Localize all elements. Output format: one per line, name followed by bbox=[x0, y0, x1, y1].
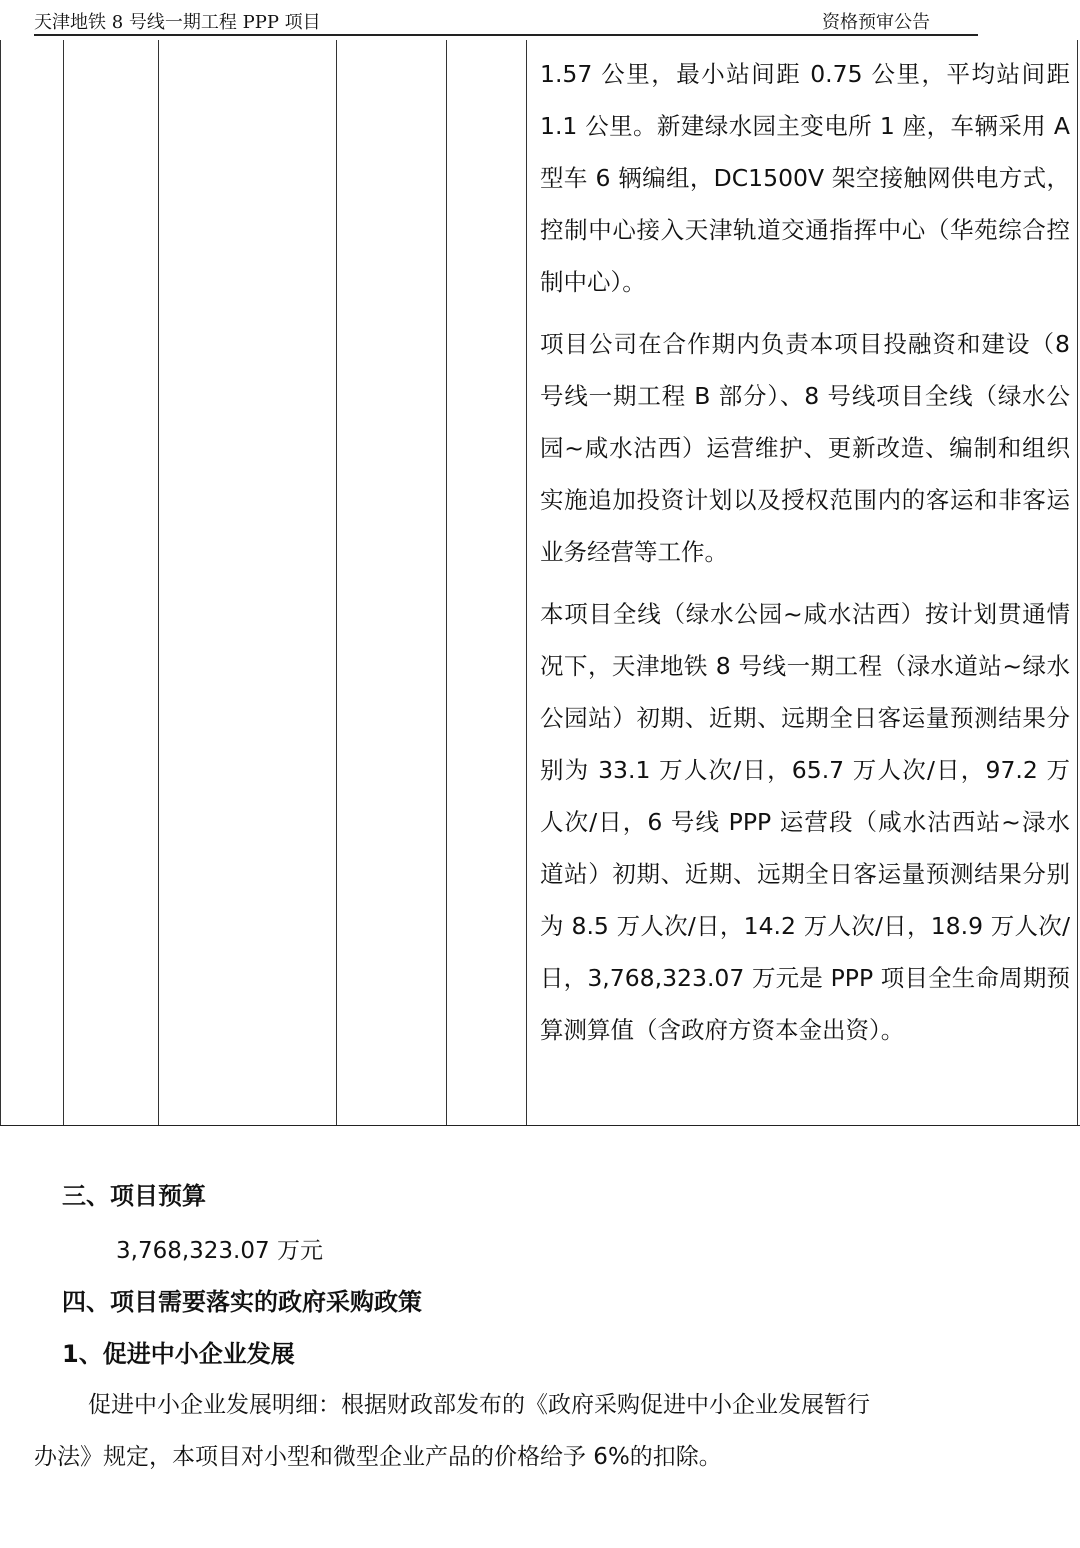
table-column-border bbox=[336, 40, 337, 1125]
header-project-title: 天津地铁 8 号线一期工程 PPP 项目 bbox=[34, 12, 321, 33]
project-description-cell bbox=[540, 48, 1070, 1056]
table-column-border bbox=[63, 40, 64, 1125]
table-column-border bbox=[158, 40, 159, 1125]
sme-detail-line1: 促进中小企业发展明细：根据财政部发布的《政府采购促进中小企业发展暂行 bbox=[88, 1392, 870, 1418]
page-header bbox=[34, 6, 978, 36]
budget-value: 3,768,323.07 万元 bbox=[116, 1238, 323, 1264]
sme-heading: 1、促进中小企业发展 bbox=[62, 1340, 295, 1368]
policy-heading: 四、项目需要落实的政府采购政策 bbox=[62, 1288, 422, 1316]
description-paragraph: 1.57 公里，最小站间距 0.75 公里，平均站间距 1.1 公里。新建绿水园主变电所 1 座，车辆采用 A 型车 6 辆编组，DC1500V 架空接触网供电方式，控制中心接入天津轨道交通指挥中心（华苑综合控制中心）。 bbox=[540, 60, 1070, 296]
header-document-type: 资格预审公告 bbox=[822, 12, 930, 33]
table-column-border bbox=[526, 40, 527, 1125]
description-paragraph: 本项目全线（绿水公园~咸水沽西）按计划贯通情况下，天津地铁 8 号线一期工程（渌水道站~绿水公园站）初期、近期、远期全日客运量预测结果分别为 33.1 万人次/日，65.7 万人次/日，97.2 万人次/日，6 号线 PPP 运营段（咸水沽西站~渌水道站）初期、近期、远期全日客运量预测结果分别为 8.5 万人次/日，14.2 万人次/日，18.9 万人次/日，3,768,323.07 万元是 PPP 项目全生命周期预算测算值（含政府方资本金出资）。 bbox=[540, 600, 1070, 1044]
budget-heading: 三、项目预算 bbox=[62, 1182, 206, 1210]
project-info-table bbox=[0, 40, 1080, 1126]
sme-detail-line2: 办法》规定，本项目对小型和微型企业产品的价格给予 6%的扣除。 bbox=[34, 1444, 722, 1470]
description-paragraph: 项目公司在合作期内负责本项目投融资和建设（8 号线一期工程 B 部分）、8 号线项目全线（绿水公园~咸水沽西）运营维护、更新改造、编制和组织实施追加投资计划以及授权范围内的客运和非客运业务经营等工作。 bbox=[540, 330, 1070, 566]
table-column-border bbox=[446, 40, 447, 1125]
table-column-border bbox=[1077, 40, 1078, 1125]
table-column-border bbox=[0, 40, 1, 1125]
